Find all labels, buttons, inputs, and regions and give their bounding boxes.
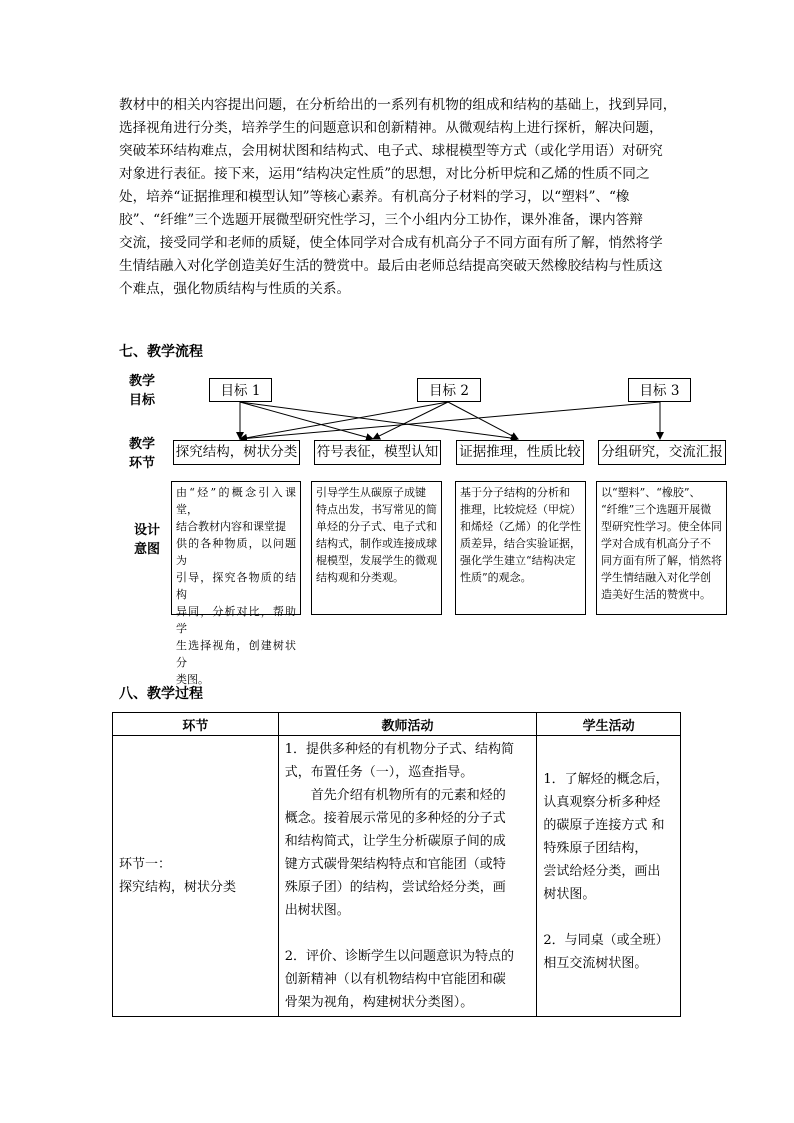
row-label-goals <box>124 372 160 410</box>
student-line: 的碳原子连接方式 和 <box>543 818 665 833</box>
spacer <box>543 906 674 929</box>
teacher-line: 和结构简式，让学生分析碳原子间的成 <box>284 834 506 849</box>
teacher-line: 概念。接着展示常见的多种烃的分子式 <box>284 811 506 826</box>
design-line: “纤维”三个选题开展微 <box>601 503 712 516</box>
intro-line: 对象进行表征。接下来，运用“结构决定性质”的思想，对比分析甲烷和乙烯的性质不同之 <box>119 166 650 182</box>
intro-line: 个难点，强化物质结构与性质的关系。 <box>119 281 351 297</box>
design-line: 生选择视角，创建树状分 <box>176 639 296 669</box>
design-line: 棍模型，发展学生的微观 <box>316 554 437 567</box>
stage-line: 探究结构，树状分类 <box>119 880 237 895</box>
teacher-line: 键方式碳骨架结构特点和官能团（或特 <box>284 857 506 872</box>
arrow-goal3-stage1 <box>240 402 660 439</box>
teacher-line: 式，布置任务（一），巡查指导。 <box>284 765 474 780</box>
table-row <box>113 736 681 1017</box>
arrow-goal1-stage3 <box>240 402 518 439</box>
student-line: 认真观察分析多种烃 <box>543 795 661 810</box>
design-line: 质差异，结合实验证据， <box>460 537 581 550</box>
stage-line: 环节一： <box>119 857 172 872</box>
teacher-line: 创新精神（以有机物结构中官能团和碳 <box>284 972 506 987</box>
intro-line: 教材中的相关内容提出问题，在分析给出的一系列有机物的组成和结构的基础上，找到异同， <box>119 97 677 113</box>
design-line: 以“塑料”、“橡胶”、 <box>601 486 701 499</box>
arrow-goal2-stage1 <box>240 402 448 439</box>
design-intent-4 <box>596 481 727 615</box>
stage-box-1: 探究结构，树状分类 <box>173 440 300 465</box>
row-label-text: 意图 <box>133 542 160 557</box>
section-title-teaching-flow: 七、教学流程 <box>119 344 203 360</box>
teacher-line: 1．提供多种烃的有机物分子式、结构简 <box>284 742 515 757</box>
row-label-text: 目标 <box>128 393 155 408</box>
design-line: 单烃的分子式、电子式和 <box>316 520 437 533</box>
design-line: 类图。 <box>176 673 209 686</box>
arrow-goal2-stage3 <box>448 402 518 439</box>
student-line: 树状图。 <box>543 887 596 902</box>
design-intent-2 <box>311 481 442 615</box>
design-intent-1 <box>171 481 301 686</box>
row-label-text: 设计 <box>133 523 160 538</box>
design-line: 造美好生活的赞赏中。 <box>601 588 711 601</box>
intro-line: 突破苯环结构难点，会用树状图和结构式、电子式、球棍模型等方式（或化学用语）对研究 <box>119 143 663 159</box>
row-label-design <box>129 521 165 559</box>
design-line: 学生情结融入对化学创 <box>601 571 711 584</box>
row-label-text: 教学 <box>128 437 155 452</box>
design-line: 型研究性学习。使全体同 <box>601 520 722 533</box>
student-line: 相互交流树状图。 <box>543 956 648 971</box>
teaching-process-table <box>112 712 681 1017</box>
col-header-stage: 环节 <box>113 713 279 736</box>
stage-cell <box>113 736 279 1017</box>
design-line: 引导学生从碳原子成键 <box>316 486 426 499</box>
row-label-stages <box>124 435 160 473</box>
teacher-activity-cell <box>278 736 537 1017</box>
stage-box-4: 分组研究，交流汇报 <box>598 440 726 465</box>
teacher-line: 殊原子团）的结构，尝试给烃分类，画 <box>284 880 506 895</box>
design-line: 学对合成有机高分子不 <box>601 537 711 550</box>
teacher-line: 2．评价、诊断学生以问题意识为特点的 <box>284 949 515 964</box>
table-header-row <box>113 713 681 736</box>
design-line: 特点出发，书写常见的简 <box>316 503 437 516</box>
intro-line: 生情结融入对化学创造美好生活的赞赏中。最后由老师总结提高突破天然橡胶结构与性质这 <box>119 258 663 274</box>
teacher-line: 骨架为视角，构建树状分类图）。 <box>284 995 474 1010</box>
intro-line: 交流，接受同学和老师的质疑，使全体同学对合成有机高分子不同方面有所了解，悄然将学 <box>119 235 663 251</box>
teacher-line: 出树状图。 <box>284 903 350 918</box>
student-line: 特殊原子团结构， <box>543 841 648 856</box>
section-title-teaching-process: 八、教学过程 <box>119 686 203 702</box>
teacher-line: 首先介绍有机物所有的元素和烃的 <box>310 788 506 803</box>
design-line: 结构观和分类观。 <box>316 571 404 584</box>
goal-box-3: 目标 3 <box>628 378 691 402</box>
intro-line: 选择视角进行分类，培养学生的问题意识和创新精神。从微观结构上进行探析，解决问题， <box>119 120 663 136</box>
student-line: 2．与同桌（或全班） <box>543 933 669 948</box>
design-line: 同方面有所了解，悄然将 <box>601 554 722 567</box>
col-header-teacher: 教师活动 <box>278 713 537 736</box>
intro-line: 胶”、“纤维”三个选题开展微型研究性学习，三个小组内分工协作，课外准备，课内答辩 <box>119 212 643 228</box>
col-header-student: 学生活动 <box>537 713 681 736</box>
row-label-text: 环节 <box>128 456 155 471</box>
student-activity-cell <box>537 736 681 1017</box>
goal-box-1: 目标 1 <box>209 378 272 402</box>
design-line: 基于分子结构的分析和 <box>460 486 570 499</box>
goal-box-2: 目标 2 <box>417 378 481 402</box>
student-line: 1．了解烃的概念后， <box>543 772 669 787</box>
design-line: 强化学生建立“结构决定 <box>460 554 576 567</box>
intro-line: 处，培养“证据推理和模型认知”等核心素养。有机高分子材料的学习，以“塑料”、“橡 <box>119 189 630 205</box>
design-line: 性质”的观念。 <box>460 571 532 584</box>
design-line: 引导，探究各物质的结构 <box>176 571 296 601</box>
student-line: 尝试给烃分类，画出 <box>543 864 661 879</box>
design-line: 由“烃”的概念引入课堂， <box>176 486 296 516</box>
spacer <box>285 922 531 945</box>
stage-box-2: 符号表征，模型认知 <box>314 440 441 465</box>
arrow-goal2-stage2 <box>373 402 448 439</box>
design-line: 推理，比较烷烃（甲烷） <box>460 503 581 516</box>
design-intent-3 <box>455 481 586 615</box>
design-line: 供的各种物质，以问题为 <box>176 537 296 567</box>
design-line: 结合教材内容和课堂提 <box>176 520 286 533</box>
design-line: 结构式，制作或连接成球 <box>316 537 437 550</box>
stage-box-3: 证据推理，性质比较 <box>456 440 584 465</box>
design-line: 和烯烃（乙烯）的化学性 <box>460 520 581 533</box>
row-label-text: 教学 <box>128 374 155 389</box>
design-line: 异同，分析对比，帮助学 <box>176 605 296 635</box>
